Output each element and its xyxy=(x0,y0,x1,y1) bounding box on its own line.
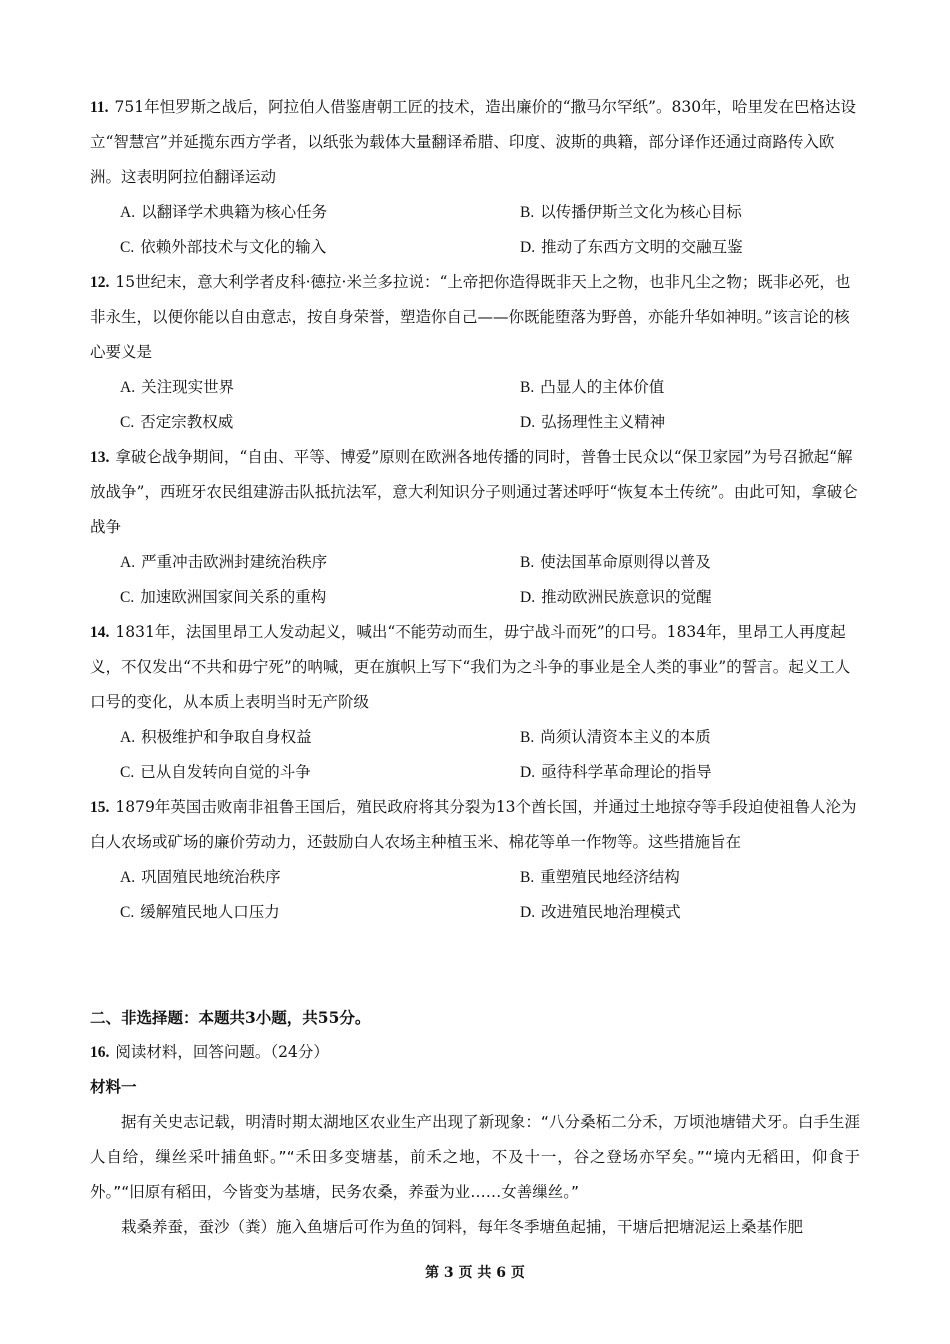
options xyxy=(90,370,860,440)
option-text: 尚须认清资本主义的本质 xyxy=(540,728,711,746)
option-letter: C. xyxy=(120,904,135,921)
option-b[interactable] xyxy=(490,860,860,895)
material-paragraph: 据有关史志记载，明清时期太湖地区农业生产出现了新现象：“八分桑柘二分禾，万顷池塘错犬牙。白手生涯人自给，缫丝采叶捕鱼虾。”“禾田多变塘基，前禾之地，不及十一，谷之登场亦罕矣。”“境内无稻田，仰食于外。”“旧原有稻田，今皆变为基塘，民务农桑，养蚕为业……女善缫丝。” xyxy=(90,1113,860,1201)
options xyxy=(90,720,860,790)
option-a[interactable] xyxy=(90,720,490,755)
option-text: 否定宗教权威 xyxy=(140,413,234,431)
question-text: 阅读材料，回答问题。（24分） xyxy=(115,1043,329,1061)
option-letter: B. xyxy=(520,204,535,221)
options xyxy=(90,860,860,930)
material-body xyxy=(90,1105,860,1245)
option-text: 推动欧洲民族意识的觉醒 xyxy=(541,588,712,606)
options xyxy=(90,545,860,615)
option-text: 凸显人的主体价值 xyxy=(540,378,665,396)
option-letter: C. xyxy=(120,589,135,606)
question-stem xyxy=(90,90,860,195)
option-letter: C. xyxy=(120,764,135,781)
option-text: 弘扬理性主义精神 xyxy=(541,413,666,431)
option-text: 使法国革命原则得以普及 xyxy=(540,553,711,571)
section-heading: 二、非选择题：本题共3小题，共55分。 xyxy=(90,1008,371,1027)
option-letter: D. xyxy=(520,904,536,921)
option-text: 巩固殖民地统治秩序 xyxy=(141,868,281,886)
question-text: 1831年，法国里昂工人发动起义，喊出“不能劳动而生，毋宁战斗而死”的口号。1834年，里昂工人再度起义，不仅发出“不共和毋宁死”的呐喊，更在旗帜上写下“我们为之斗争的事业是全人类的事业”的誓言。起义工人口号的变化，从本质上表明当时无产阶级 xyxy=(90,623,851,711)
option-letter: D. xyxy=(520,239,536,256)
option-b[interactable] xyxy=(490,195,860,230)
question-stem xyxy=(90,265,860,370)
option-c[interactable] xyxy=(90,895,490,930)
question-15 xyxy=(90,790,860,930)
question-13 xyxy=(90,440,860,615)
question-text: 751年怛罗斯之战后，阿拉伯人借鉴唐朝工匠的技术，造出廉价的“撒马尔罕纸”。830年，哈里发在巴格达设立“智慧宫”并延揽东西方学者，以纸张为载体大量翻译希腊、印度、波斯的典籍，部分译作还通过商路传入欧洲。这表明阿拉伯翻译运动 xyxy=(90,98,857,186)
question-number: 13. xyxy=(90,449,110,466)
option-b[interactable] xyxy=(490,720,860,755)
option-text: 缓解殖民地人口压力 xyxy=(140,903,280,921)
option-text: 关注现实世界 xyxy=(141,378,235,396)
options xyxy=(90,195,860,265)
option-text: 以翻译学术典籍为核心任务 xyxy=(141,203,328,221)
question-text: 15世纪末，意大利学者皮科·德拉·米兰多拉说：“上帝把你造得既非天上之物，也非凡尘之物；既非必死，也非永生，以便你能以自由意志，按自身荣誉，塑造你自己——你既能堕落为野兽，亦能升华如神明。”该言论的核心要义是 xyxy=(90,273,851,361)
option-text: 已从自发转向自觉的斗争 xyxy=(140,763,311,781)
option-letter: B. xyxy=(520,869,535,886)
question-14 xyxy=(90,615,860,790)
option-b[interactable] xyxy=(490,370,860,405)
question-number: 15. xyxy=(90,799,110,816)
option-letter: D. xyxy=(520,414,536,431)
page-footer: 第 3 页 共 6 页 xyxy=(425,1265,525,1281)
material-title: 材料一 xyxy=(90,1078,137,1096)
option-text: 推动了东西方文明的交融互鉴 xyxy=(541,238,743,256)
option-text: 依赖外部技术与文化的输入 xyxy=(140,238,327,256)
option-letter: A. xyxy=(120,379,136,396)
question-number: 16. xyxy=(90,1044,110,1061)
question-number: 12. xyxy=(90,274,110,291)
question-12 xyxy=(90,265,860,440)
option-c[interactable] xyxy=(90,405,490,440)
option-a[interactable] xyxy=(90,860,490,895)
option-text: 亟待科学革命理论的指导 xyxy=(541,763,712,781)
option-letter: B. xyxy=(520,379,535,396)
question-text: 1879年英国击败南非祖鲁王国后，殖民政府将其分裂为13个酋长国，并通过土地掠夺等手段迫使祖鲁人沦为白人农场或矿场的廉价劳动力，还鼓励白人农场主种植玉米、棉花等单一作物等。这些措施旨在 xyxy=(90,798,857,851)
option-a[interactable] xyxy=(90,370,490,405)
option-letter: C. xyxy=(120,414,135,431)
option-letter: B. xyxy=(520,554,535,571)
option-letter: A. xyxy=(120,204,136,221)
option-text: 严重冲击欧洲封建统治秩序 xyxy=(141,553,328,571)
option-d[interactable] xyxy=(490,580,860,615)
option-letter: B. xyxy=(520,729,535,746)
option-letter: D. xyxy=(520,764,536,781)
option-text: 改进殖民地治理模式 xyxy=(541,903,681,921)
option-text: 积极维护和争取自身权益 xyxy=(141,728,312,746)
option-text: 加速欧洲国家间关系的重构 xyxy=(140,588,327,606)
option-letter: A. xyxy=(120,729,136,746)
option-text: 重塑殖民地经济结构 xyxy=(540,868,680,886)
question-11 xyxy=(90,90,860,265)
option-letter: D. xyxy=(520,589,536,606)
option-d[interactable] xyxy=(490,230,860,265)
option-d[interactable] xyxy=(490,405,860,440)
option-text: 以传播伊斯兰文化为核心目标 xyxy=(540,203,742,221)
option-c[interactable] xyxy=(90,755,490,790)
material-paragraph: 栽桑养蚕，蚕沙（粪）施入鱼塘后可作为鱼的饲料，每年冬季塘鱼起捕，干塘后把塘泥运上桑基作肥 xyxy=(121,1218,804,1236)
question-number: 11. xyxy=(90,99,109,116)
question-stem xyxy=(90,440,860,545)
question-text: 拿破仑战争期间，“自由、平等、博爱”原则在欧洲各地传播的同时，普鲁士民众以“保卫家园”为号召掀起“解放战争”，西班牙农民组建游击队抵抗法军，意大利知识分子则通过著述呼吁“恢复本土传统”。由此可知，拿破仑战争 xyxy=(90,448,858,536)
option-d[interactable] xyxy=(490,895,860,930)
option-letter: C. xyxy=(120,239,135,256)
option-a[interactable] xyxy=(90,545,490,580)
question-stem xyxy=(90,615,860,720)
option-letter: A. xyxy=(120,554,136,571)
option-letter: A. xyxy=(120,869,136,886)
option-a[interactable] xyxy=(90,195,490,230)
option-c[interactable] xyxy=(90,230,490,265)
question-16 xyxy=(90,1035,329,1070)
option-d[interactable] xyxy=(490,755,860,790)
option-c[interactable] xyxy=(90,580,490,615)
option-b[interactable] xyxy=(490,545,860,580)
question-stem xyxy=(90,790,860,860)
question-number: 14. xyxy=(90,624,110,641)
